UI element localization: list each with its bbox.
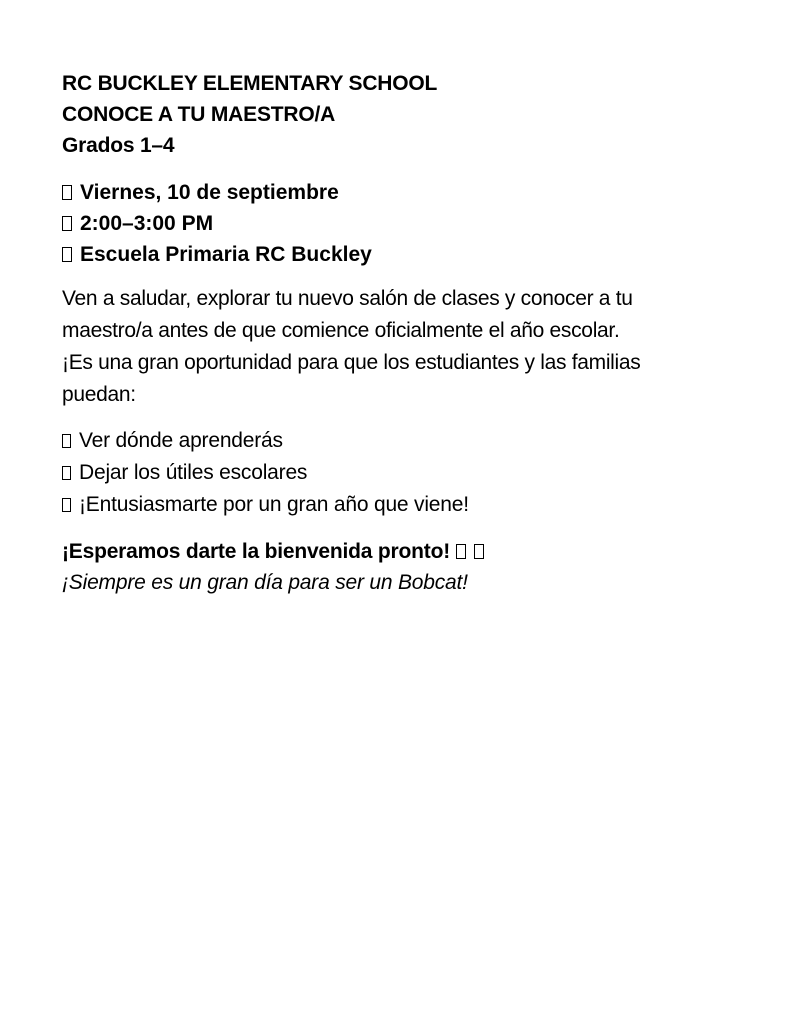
list-item [62,425,742,457]
flyer-page [62,68,742,598]
intro-line: maestro/a antes de que comience oficialmente el año escolar. [62,319,620,342]
intro-line: Ven a saludar, explorar tu nuevo salón de clases y conocer a tu [62,287,633,310]
list-item-text: ¡Entusiasmarte por un gran año que viene! [79,493,469,516]
closing-section [62,536,742,598]
welcome-message [62,536,742,567]
emoji-icon [456,544,466,559]
list-item [62,489,742,521]
emoji-icon [474,544,484,559]
benefit-list [62,425,742,521]
intro-line: ¡Es una gran oportunidad para que los estudiantes y las familias [62,351,641,374]
event-title: CONOCE A TU MAESTRO/A [62,103,336,126]
grade-range: Grados 1–4 [62,134,175,157]
school-name: RC BUCKLEY ELEMENTARY SCHOOL [62,72,438,95]
event-time-text: 2:00–3:00 PM [80,212,214,235]
clock-icon [62,216,72,231]
calendar-icon [62,185,72,200]
flyer-header [62,68,742,161]
check-icon [62,498,71,512]
check-icon [62,434,71,448]
event-date-text: Viernes, 10 de septiembre [80,181,339,204]
bobcat-tagline: ¡Siempre es un gran día para ser un Bobcat! [62,571,468,594]
event-details [62,177,742,270]
list-item [62,457,742,489]
event-location-text: Escuela Primaria RC Buckley [80,243,372,266]
list-item-text: Ver dónde aprenderás [79,429,283,452]
welcome-text: ¡Esperamos darte la bienvenida pronto! [62,540,450,563]
event-date [62,177,742,208]
intro-line: puedan: [62,383,136,406]
event-time [62,208,742,239]
location-icon [62,247,72,262]
check-icon [62,466,71,480]
intro-paragraph [62,283,742,411]
list-item-text: Dejar los útiles escolares [79,461,308,484]
event-location [62,239,742,270]
